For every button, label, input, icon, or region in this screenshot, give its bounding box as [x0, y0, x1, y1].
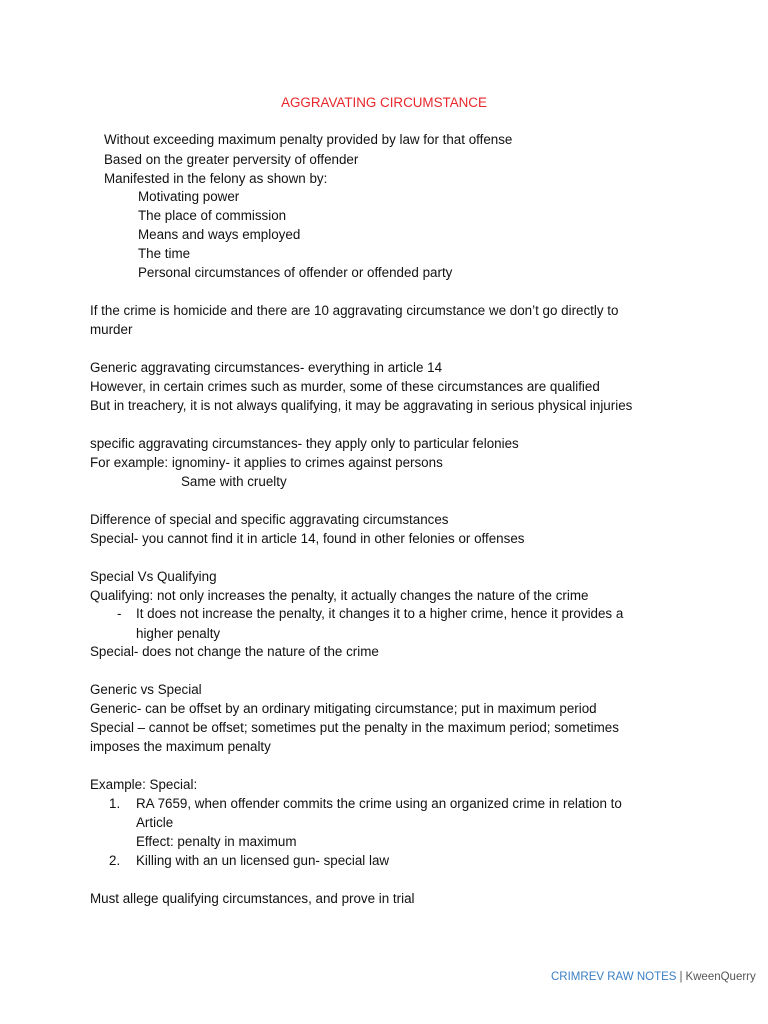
- paragraph-line: However, in certain crimes such as murder, some of these circumstances are qualified: [90, 379, 600, 394]
- intro-line: Without exceeding maximum penalty provided by law for that offense: [104, 132, 513, 147]
- footer-separator: |: [679, 971, 683, 983]
- section-heading: Example: Special:: [90, 777, 198, 792]
- paragraph-line: specific aggravating circumstances- they apply only to particular felonies: [90, 436, 519, 451]
- paragraph-line: Same with cruelty: [181, 474, 287, 489]
- list-item: Means and ways employed: [138, 227, 301, 242]
- paragraph-line: Qualifying: not only increases the penalty, it actually changes the nature of the crime: [90, 588, 589, 603]
- document-title: AGGRAVATING CIRCUMSTANCE: [281, 95, 487, 110]
- paragraph-line: Special- does not change the nature of the crime: [90, 644, 379, 659]
- list-item: The time: [138, 246, 191, 261]
- list-item: Killing with an un licensed gun- special law: [136, 853, 390, 868]
- paragraph-line: Special – cannot be offset; sometimes put the penalty in the maximum period; sometimes: [90, 720, 619, 735]
- list-item: RA 7659, when offender commits the crime using an organized crime in relation to: [136, 796, 622, 811]
- list-item: Effect: penalty in maximum: [136, 834, 297, 849]
- paragraph-line: Generic aggravating circumstances- everything in article 14: [90, 360, 443, 375]
- paragraph-line: Generic- can be offset by an ordinary mitigating circumstance; put in maximum period: [90, 701, 597, 716]
- intro-line: Manifested in the felony as shown by:: [104, 171, 328, 186]
- intro-line: Based on the greater perversity of offender: [104, 152, 359, 167]
- footer-author: KweenQuerry: [685, 971, 756, 983]
- paragraph-line: For example: ignominy- it applies to crimes against persons: [90, 455, 443, 470]
- paragraph-line: Special- you cannot find it in article 14, found in other felonies or offenses: [90, 531, 525, 546]
- paragraph-line: If the crime is homicide and there are 10 aggravating circumstance we don’t go directly to: [90, 303, 619, 318]
- paragraph-line: Difference of special and specific aggravating circumstances: [90, 512, 449, 527]
- bullet-marker: -: [117, 606, 122, 621]
- list-item: Article: [136, 815, 174, 830]
- page-footer: [551, 970, 756, 984]
- footer-brand: CRIMREV RAW NOTES: [551, 971, 677, 983]
- list-number: 1.: [109, 796, 121, 811]
- list-item: Motivating power: [138, 189, 240, 204]
- paragraph-line: Must allege qualifying circumstances, and prove in trial: [90, 891, 415, 906]
- bullet-text: higher penalty: [136, 626, 221, 641]
- list-number: 2.: [109, 853, 121, 868]
- list-item: The place of commission: [138, 208, 287, 223]
- paragraph-line: imposes the maximum penalty: [90, 739, 271, 754]
- list-item: Personal circumstances of offender or offended party: [138, 265, 453, 280]
- bullet-text: It does not increase the penalty, it changes it to a higher crime, hence it provides a: [136, 606, 624, 621]
- section-heading: Special Vs Qualifying: [90, 569, 217, 584]
- section-heading: Generic vs Special: [90, 682, 202, 697]
- paragraph-line: But in treachery, it is not always qualifying, it may be aggravating in serious physical injuries: [90, 398, 633, 413]
- paragraph-line: murder: [90, 322, 133, 337]
